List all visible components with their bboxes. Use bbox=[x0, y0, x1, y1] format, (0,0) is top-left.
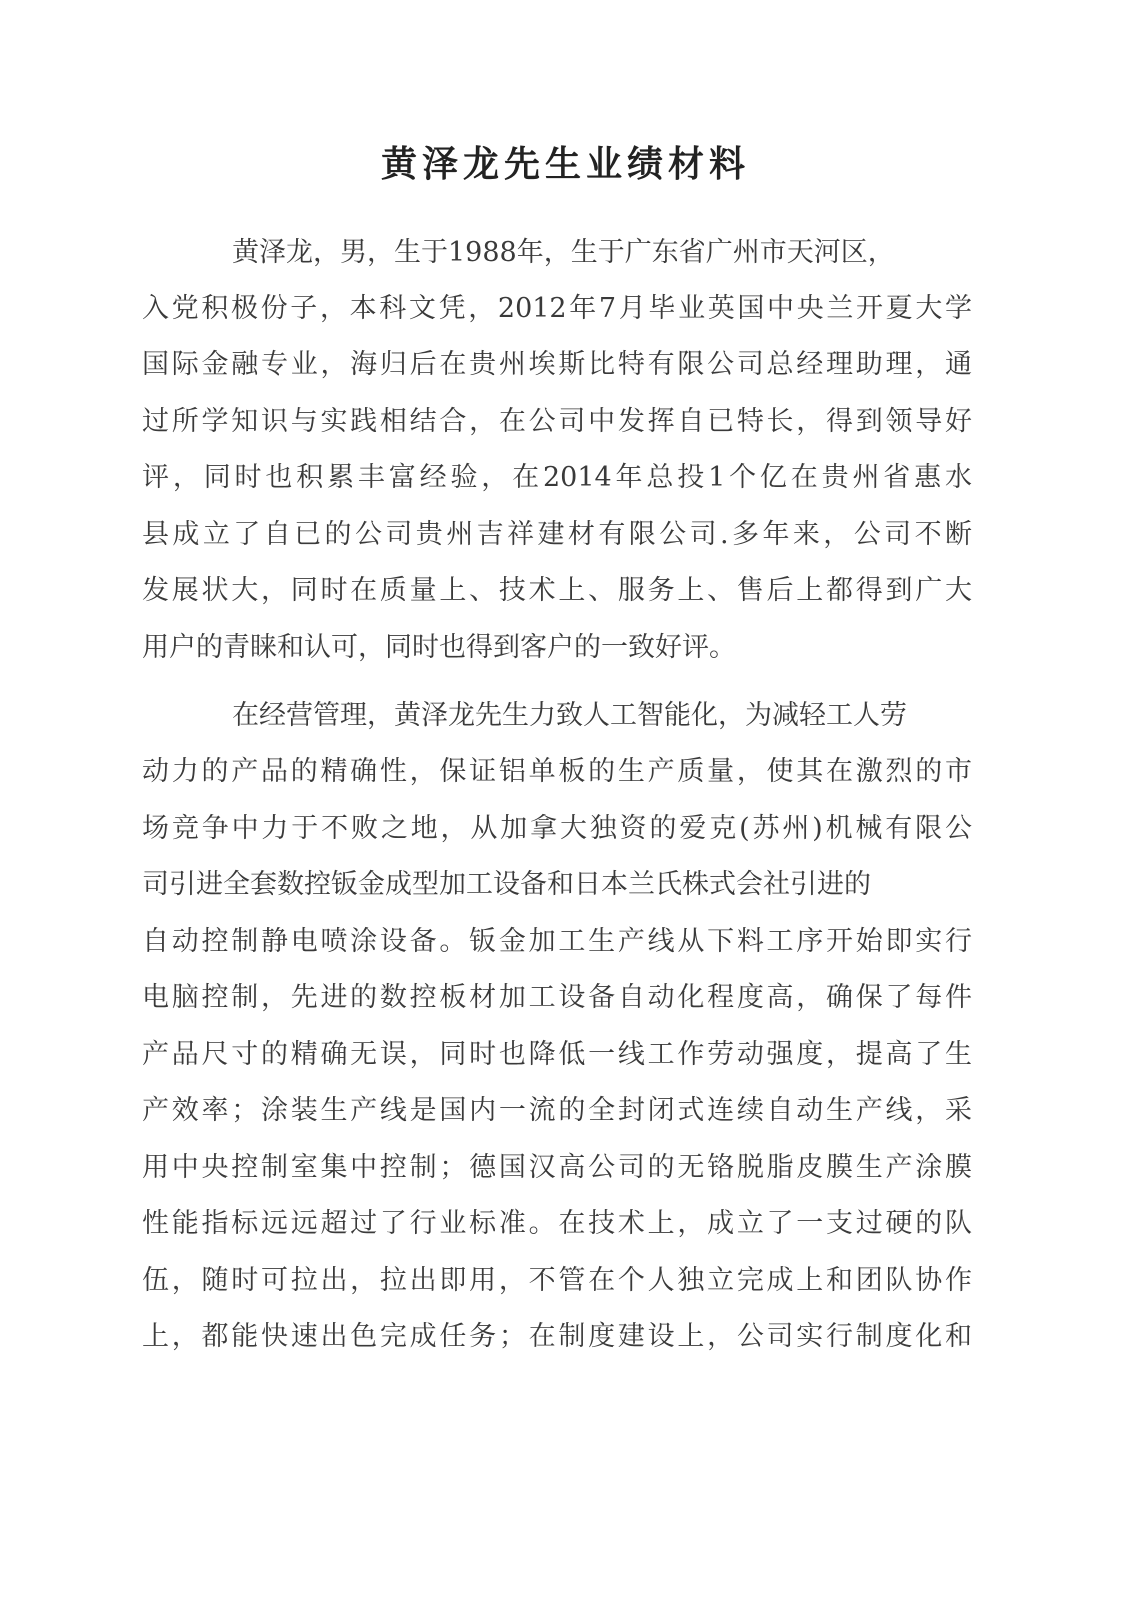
paragraph-2-line-7: 产品尺寸的精确无误，同时也降低一线工作劳动强度，提高了生 bbox=[142, 1039, 972, 1070]
paragraph-2-line-8: 产效率；涂装生产线是国内一流的全封闭式连续自动生产线，采 bbox=[142, 1095, 972, 1126]
paragraph-2-line-10: 性能指标远远超过了行业标准。在技术上，成立了一支过硬的队 bbox=[142, 1208, 972, 1239]
paragraph-2-line-5: 自动控制静电喷涂设备。钣金加工生产线从下料工序开始即实行 bbox=[142, 926, 972, 957]
paragraph-2-line-12: 上，都能快速出色完成任务；在制度建设上，公司实行制度化和 bbox=[142, 1321, 972, 1352]
paragraph-1-line-6: 县成立了自已的公司贵州吉祥建材有限公司.多年来，公司不断 bbox=[142, 519, 972, 550]
paragraph-2-line-4: 司引进全套数控钣金成型加工设备和日本兰氏株式会社引进的 bbox=[142, 869, 871, 900]
paragraph-1-line-5: 评，同时也积累丰富经验，在2014年总投1个亿在贵州省惠水 bbox=[142, 462, 972, 493]
paragraph-2-line-2: 动力的产品的精确性，保证铝单板的生产质量，使其在激烈的市 bbox=[142, 756, 972, 787]
paragraph-2-line-1: 在经营管理，黄泽龙先生力致人工智能化，为减轻工人劳 bbox=[232, 700, 907, 731]
paragraph-2-line-9: 用中央控制室集中控制；德国汉高公司的无铬脱脂皮膜生产涂膜 bbox=[142, 1152, 972, 1183]
paragraph-1-line-7: 发展状大，同时在质量上、技术上、服务上、售后上都得到广大 bbox=[142, 575, 972, 606]
paragraph-1-line-4: 过所学知识与实践相结合，在公司中发挥自已特长，得到领导好 bbox=[142, 406, 972, 437]
paragraph-2-line-6: 电脑控制，先进的数控板材加工设备自动化程度高，确保了每件 bbox=[142, 982, 972, 1013]
paragraph-1-line-2: 入党积极份子，本科文凭，2012年7月毕业英国中央兰开夏大学 bbox=[142, 293, 972, 324]
paragraph-1-line-1: 黄泽龙，男，生于1988年，生于广东省广州市天河区， bbox=[232, 237, 895, 268]
paragraph-2-line-3: 场竞争中力于不败之地，从加拿大独资的爱克(苏州)机械有限公 bbox=[142, 813, 972, 844]
paragraph-1-line-3: 国际金融专业，海归后在贵州埃斯比特有限公司总经理助理，通 bbox=[142, 349, 972, 380]
paragraph-2-line-11: 伍，随时可拉出，拉出即用，不管在个人独立完成上和团队协作 bbox=[142, 1265, 972, 1296]
paragraph-1-line-8: 用户的青睐和认可，同时也得到客户的一致好评。 bbox=[142, 632, 736, 663]
document-title: 黄泽龙先生业绩材料 bbox=[380, 143, 750, 185]
